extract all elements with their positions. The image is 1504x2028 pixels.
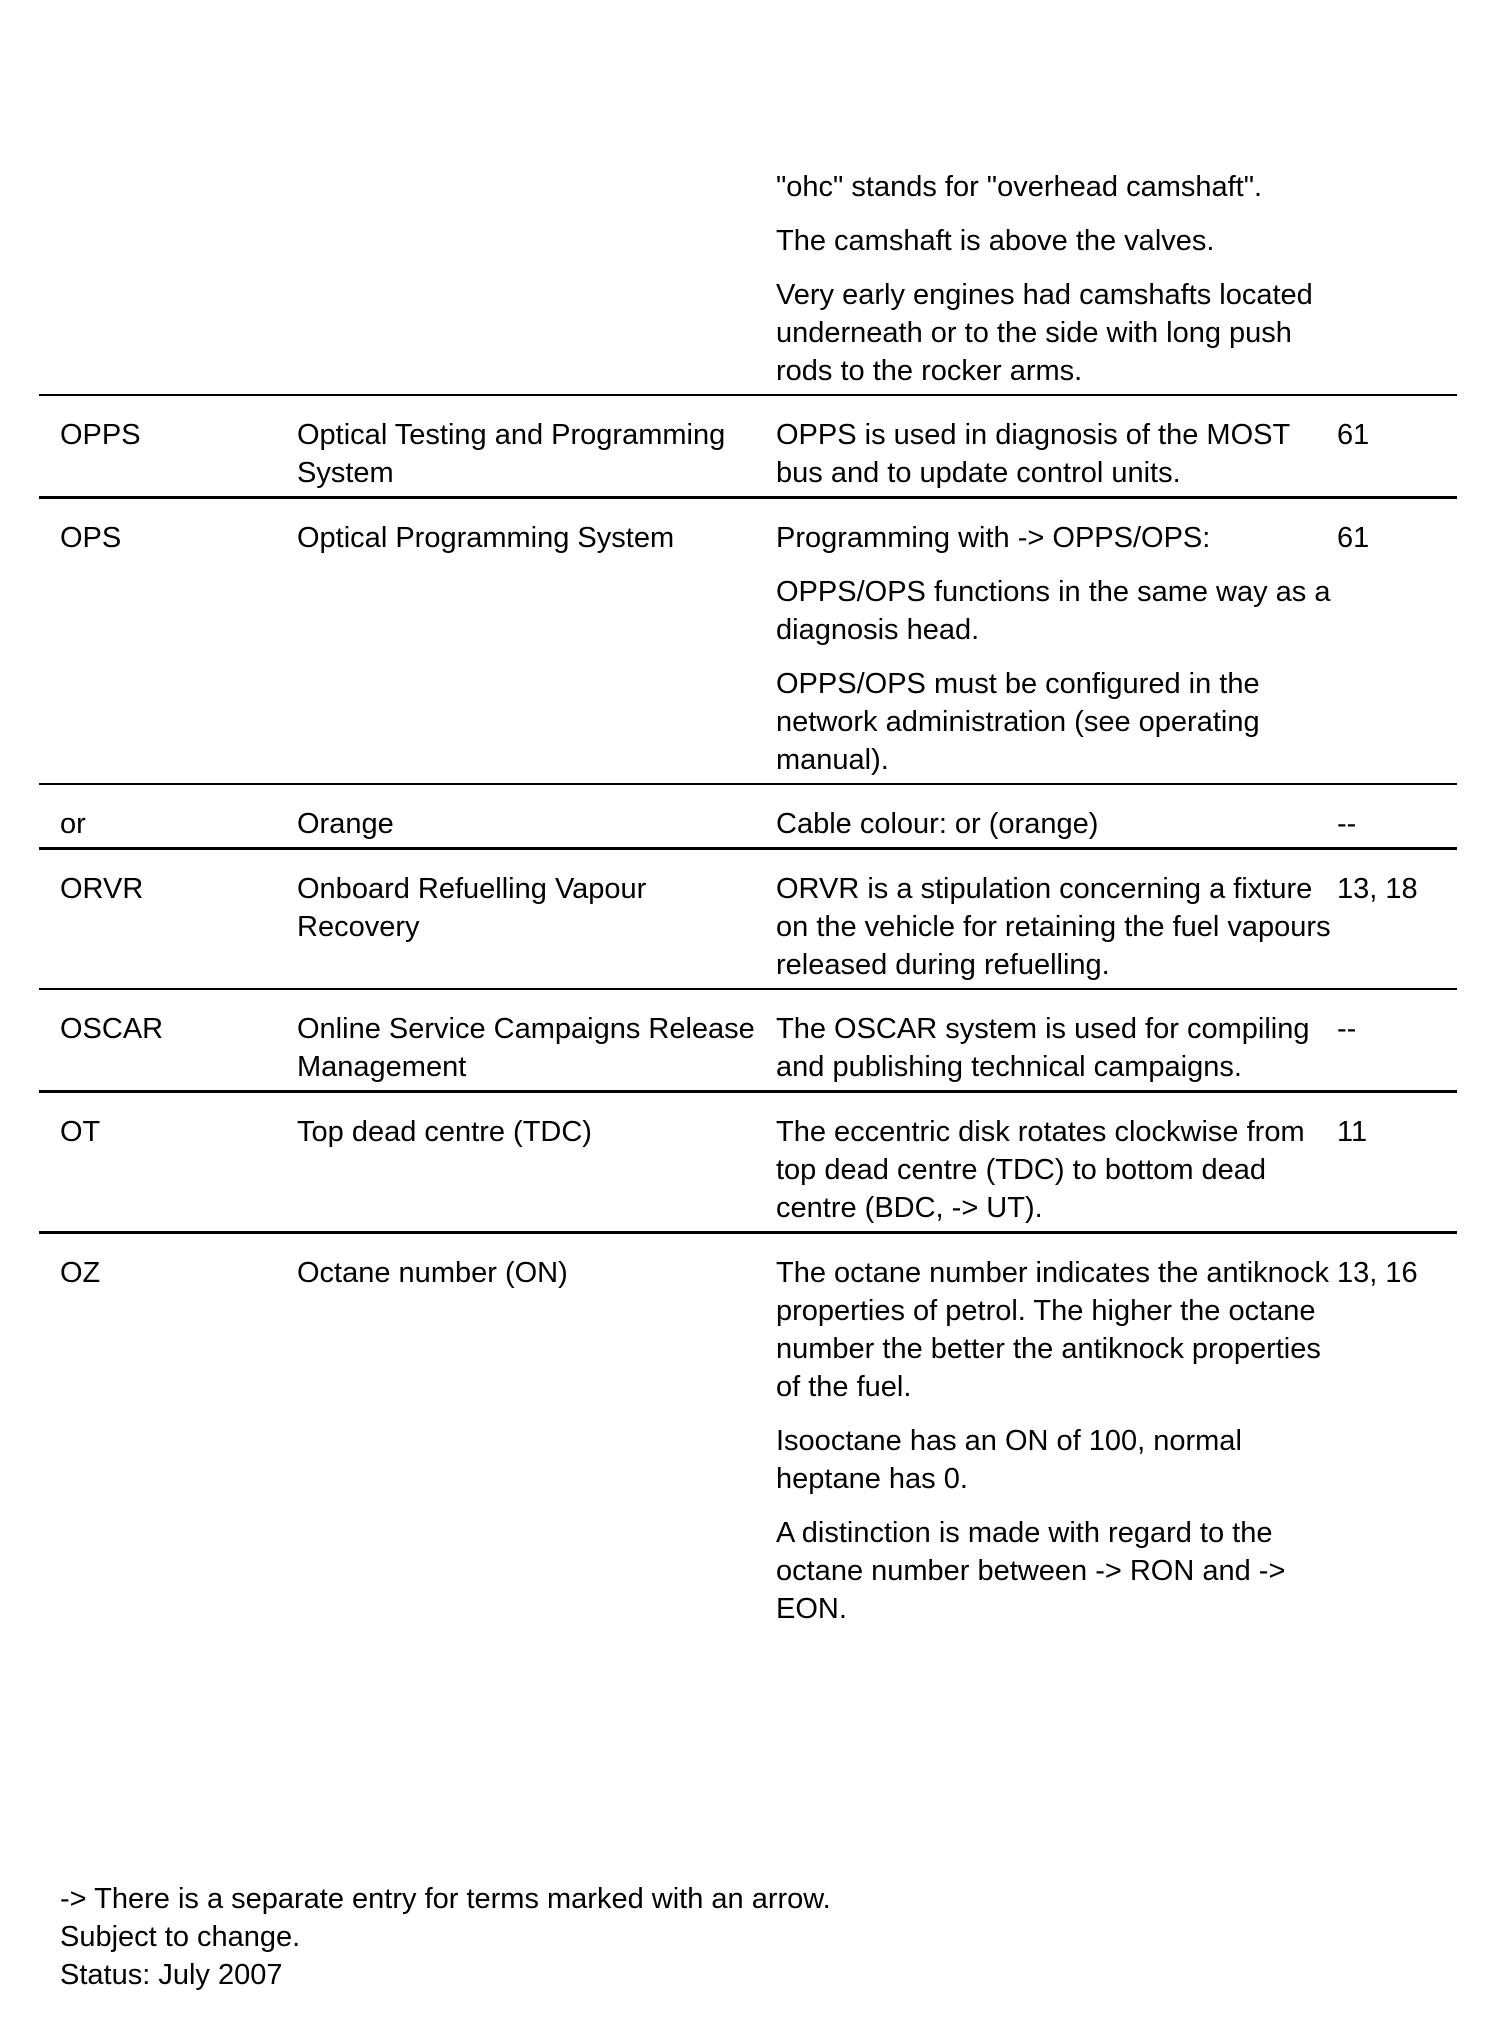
glossary-row [39, 784, 1457, 849]
reference-cell: -- [1337, 808, 1357, 840]
reference-cell: 13, 16 [1337, 1257, 1418, 1289]
term-cell [297, 148, 776, 395]
reference-cell [1337, 148, 1457, 395]
term-cell: Top dead centre (TDC) [297, 1116, 592, 1148]
abbreviation-cell [39, 148, 297, 395]
description-paragraph: A distinction is made with regard to the octane number between -> RON and -> EON. [776, 1517, 1286, 1625]
description-cell [776, 849, 1337, 990]
reference-cell: 61 [1337, 522, 1370, 554]
term-cell: Online Service Campaigns Release Management [297, 1013, 755, 1083]
abbreviation-cell: OPPS [60, 419, 141, 451]
description-paragraph: OPPS/OPS functions in the same way as a diagnosis head. [776, 576, 1331, 646]
abbreviation-cell: OZ [60, 1257, 101, 1289]
abbreviation-cell: OSCAR [60, 1013, 164, 1045]
description-paragraph: Very early engines had camshafts located underneath or to the side with long push rods to the rocker arms. [776, 279, 1313, 387]
change-note: Subject to change. [60, 1921, 301, 1953]
description-cell [776, 989, 1337, 1092]
glossary-row [39, 498, 1457, 785]
reference-cell: 11 [1337, 1116, 1368, 1148]
reference-cell: 13, 18 [1337, 873, 1418, 905]
description-paragraph: Programming with -> OPPS/OPS: [776, 522, 1211, 554]
description-paragraph: The OSCAR system is used for compiling and publishing technical campaigns. [776, 1013, 1310, 1083]
status-date: Status: July 2007 [60, 1959, 283, 1991]
description-paragraph: OPPS is used in diagnosis of the MOST bus and to update control units. [776, 419, 1290, 489]
term-cell: Onboard Refuelling Vapour Recovery [297, 873, 647, 943]
glossary-row [39, 395, 1457, 498]
abbreviation-cell: or [60, 808, 86, 840]
glossary-row [39, 989, 1457, 1092]
description-paragraph: Isooctane has an ON of 100, normal heptane has 0. [776, 1425, 1242, 1495]
abbreviation-cell: ORVR [60, 873, 144, 905]
footer-notes [60, 1880, 831, 1994]
description-paragraph: OPPS/OPS must be configured in the network administration (see operating manual). [776, 668, 1260, 776]
description-paragraph: Cable colour: or (orange) [776, 808, 1099, 840]
reference-cell: -- [1337, 1013, 1357, 1045]
description-cell [776, 1092, 1337, 1233]
term-cell: Optical Testing and Programming System [297, 419, 726, 489]
abbreviation-cell: OPS [60, 522, 122, 554]
description-cell [776, 395, 1337, 498]
glossary-row [39, 148, 1457, 395]
description-cell [776, 148, 1337, 395]
glossary-row [39, 1092, 1457, 1233]
arrow-note: -> There is a separate entry for terms marked with an arrow. [60, 1883, 831, 1915]
description-cell [776, 498, 1337, 785]
term-cell: Octane number (ON) [297, 1257, 568, 1289]
abbreviation-cell: OT [60, 1116, 101, 1148]
glossary-row [39, 1233, 1457, 1633]
glossary-row [39, 849, 1457, 990]
term-cell: Optical Programming System [297, 522, 675, 554]
term-cell: Orange [297, 808, 394, 840]
description-paragraph: ORVR is a stipulation concerning a fixture on the vehicle for retaining the fuel vapours released during refuelling. [776, 873, 1331, 981]
description-paragraph: The octane number indicates the antiknock properties of petrol. The higher the octane number the better the antiknock properties of the fuel. [776, 1257, 1329, 1403]
description-paragraph: The camshaft is above the valves. [776, 225, 1215, 257]
glossary-table [39, 148, 1457, 1632]
description-paragraph: The eccentric disk rotates clockwise from top dead centre (TDC) to bottom dead centre (BDC, -> UT). [776, 1116, 1305, 1224]
description-cell [776, 1233, 1337, 1633]
description-paragraph: "ohc" stands for "overhead camshaft". [776, 171, 1263, 203]
description-cell [776, 784, 1337, 849]
reference-cell: 61 [1337, 419, 1370, 451]
